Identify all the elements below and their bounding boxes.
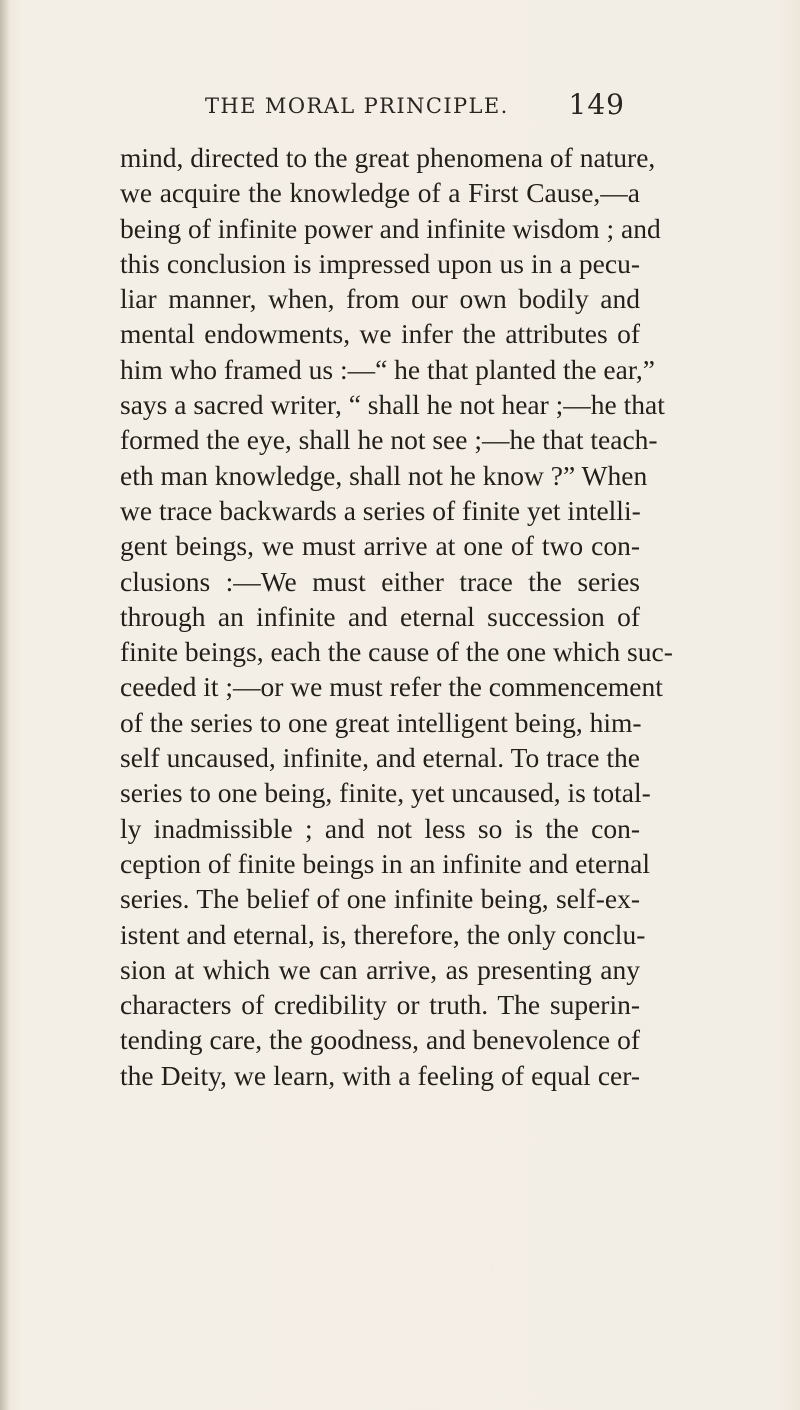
text-line: characters of credibility or truth. The superin- [120, 989, 640, 1021]
running-title: THE MORAL PRINCIPLE. [205, 94, 509, 118]
text-line: we acquire the knowledge of a First Cause,—a [120, 177, 640, 209]
text-line: ly inadmissible ; and not less so is the con- [120, 812, 640, 844]
text-line: gent beings, we must arrive at one of two con- [120, 530, 640, 562]
text-line: ception of finite beings in an infinite and eternal [120, 847, 650, 879]
text-line: series. The belief of one infinite being, self-ex- [120, 883, 640, 915]
text-line: ceeded it ;—or we must refer the commencement [120, 671, 663, 703]
text-line: tending care, the goodness, and benevolence of [120, 1024, 640, 1056]
text-line: eth man knowledge, shall not he know ?” When [120, 459, 648, 491]
text-line: finite beings, each the cause of the one which suc- [120, 636, 673, 668]
text-line: we trace backwards a series of finite yet intelli- [120, 494, 641, 526]
text-line: liar manner, when, from our own bodily and [120, 283, 640, 315]
text-line: istent and eternal, is, therefore, the only conclu- [120, 918, 646, 950]
text-line: mind, directed to the great phenomena of nature, [120, 142, 656, 173]
text-line: sion at which we can arrive, as presenting any [120, 953, 640, 985]
running-head [205, 84, 625, 124]
body-text [120, 140, 673, 1093]
text-line: the Deity, we learn, with a feeling of equal cer- [120, 1059, 640, 1091]
text-line: this conclusion is impressed upon us in a pecu- [120, 247, 640, 279]
page-number: 149 [568, 88, 625, 121]
text-line: self uncaused, infinite, and eternal. To trace the [120, 742, 640, 774]
text-line: formed the eye, shall he not see ;—he that teach- [120, 424, 658, 456]
text-line: of the series to one great intelligent being, him- [120, 706, 642, 738]
text-line: him who framed us :—“ he that planted the ear,” [120, 353, 655, 385]
text-line: series to one being, finite, yet uncaused, is total- [120, 777, 651, 809]
text-line: being of infinite power and infinite wisdom ; and [120, 212, 661, 244]
text-line: through an infinite and eternal succession of [120, 600, 640, 632]
spine-shadow [0, 0, 10, 1410]
text-line: says a sacred writer, “ shall he not hear ;—he that [120, 389, 665, 421]
text-line: clusions :—We must either trace the series [120, 565, 640, 597]
text-line: mental endowments, we infer the attributes of [120, 318, 640, 350]
